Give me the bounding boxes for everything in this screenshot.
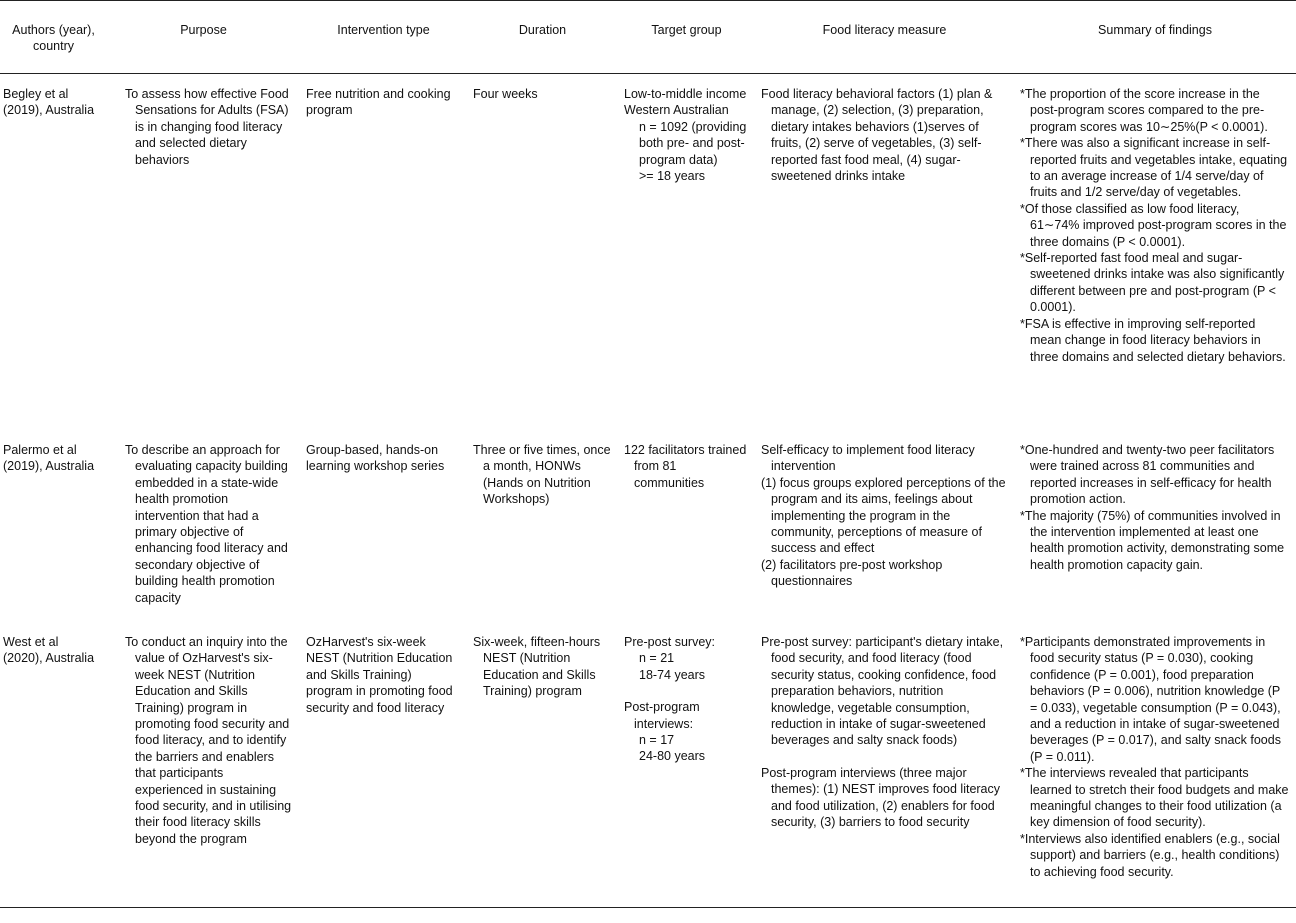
target-line: n = 1092 (providing both pre- and post-program data) [639, 119, 747, 167]
target-cell [618, 74, 755, 431]
header-target-group: Target group [618, 1, 755, 74]
target-line: n = 17 [639, 733, 675, 748]
measure-cell [755, 622, 1014, 908]
target-line: n = 21 [639, 651, 675, 666]
target-line: 18-74 years [639, 667, 706, 682]
finding-item: *Participants demonstrated improvements in food security status (P = 0.030), cooking confidence (P = 0.001), food preparation behaviors (P = 0.006), nutrition knowledge (P = 0.033), vegetable consumption (P = 0.043), and a reduction in intake of sugar-sweetened beverages (P = 0.017), and salty snack foods (P = 0.011). [1020, 635, 1281, 764]
measure-text: Self-efficacy to implement food literacy intervention [761, 443, 975, 474]
header-purpose: Purpose [107, 1, 300, 74]
finding-item: *FSA is effective in improving self-reported mean change in food literacy behaviors in three domains and selected dietary behaviors. [1020, 316, 1286, 364]
duration-cell [467, 430, 618, 622]
findings-cell [1014, 74, 1296, 431]
findings-cell [1014, 622, 1296, 908]
duration-text: Six-week, fifteen-hours NEST (Nutrition Education and Skills Training) program [473, 635, 601, 699]
target-line: Low-to-middle income Western Australian [624, 87, 747, 118]
purpose-cell [107, 74, 300, 431]
finding-item: *The majority (75%) of communities involved in the intervention implemented at least one health promotion activity, demonstrating some health promotion capacity gain. [1020, 508, 1285, 572]
target-cell [618, 430, 755, 622]
table-row [0, 74, 1296, 431]
intervention-cell: OzHarvest's six-week NEST (Nutrition Education and Skills Training) program in promoting food security and food literacy [300, 622, 467, 908]
header-authors: Authors (year), country [0, 1, 107, 74]
purpose-cell [107, 430, 300, 622]
intervention-cell: Free nutrition and cooking program [306, 87, 451, 118]
author-cell: Palermo et al (2019), Australia [3, 443, 95, 474]
author-cell: Begley et al (2019), Australia [3, 87, 95, 118]
finding-item: *Interviews also identified enablers (e.g., social support) and barriers (e.g., health conditions) to achieving food security. [1020, 831, 1280, 879]
finding-item: *One-hundred and twenty-two peer facilitators were trained across 81 communities and reported increases in self-efficacy for health promotion action. [1020, 443, 1275, 507]
measure-text: Pre-post survey: participant's dietary intake, food security, and food literacy (food security status, cooking confidence, food preparation behaviors, nutrition knowledge, vegetable consumption, reduction in intake of sugar-sweetened beverages and salty snack foods) [761, 635, 1004, 748]
measure-text: (2) facilitators pre-post workshop questionnaires [761, 557, 943, 589]
finding-item: *The interviews revealed that participants learned to stretch their food budgets and make meaningful changes to their food utilization (a key dimension of food security). [1020, 766, 1289, 830]
duration-cell: Four weeks [473, 87, 538, 101]
author-cell: West et al (2020), Australia [0, 622, 107, 908]
target-line: 122 facilitators trained from 81 communities [624, 443, 747, 490]
findings-cell [1014, 430, 1296, 622]
header-row [0, 1, 1296, 74]
intervention-cell: Group-based, hands-on learning workshop series [306, 443, 445, 474]
header-food-literacy-measure: Food literacy measure [755, 1, 1014, 74]
purpose-text: To assess how effective Food Sensations for Adults (FSA) is in changing food literacy and selected dietary behaviors [125, 87, 289, 167]
purpose-text: To describe an approach for evaluating capacity building embedded in a state-wide health promotion intervention that had a primary objective of enhancing food literacy and secondary objective of building health promotion capacity [125, 443, 288, 605]
finding-item: *There was also a significant increase in self-reported fruits and vegetables intake, equating to an average increase of 1/4 serve/day of fruits and 1/2 serve/day of vegetables. [1020, 136, 1288, 200]
purpose-text: To conduct an inquiry into the value of OzHarvest's six-week NEST (Nutrition Education and Skills Training) program in promoting food security and food literacy, and to identify the barriers and enablers that participants experienced in sustaining food security, and in utilising their food literacy skills beyond the program [125, 635, 292, 846]
purpose-cell [107, 622, 300, 908]
finding-item: *The proportion of the score increase in the post-program scores compared to the pre-program scores was 10∼25%(P < 0.0001). [1020, 87, 1268, 134]
target-line: Pre-post survey: [624, 635, 716, 649]
duration-text: Three or five times, once a month, HONWs (Hands on Nutrition Workshops) [473, 443, 611, 507]
measure-text: Food literacy behavioral factors (1) plan & manage, (2) selection, (3) preparation, dietary intakes behaviors (1)serves of fruits, (2) serve of vegetables, (3) self-reported fast food meal, (4) sugar-sweetened drinks intake [761, 87, 993, 184]
measure-text: Post-program interviews (three major themes): (1) NEST improves food literacy and food utilization, (2) enablers for food security, (3) barriers to food security [761, 765, 1001, 830]
finding-item: *Self-reported fast food meal and sugar-sweetened drinks intake was also significantly different between pre and post-program (P < 0.0001). [1020, 251, 1285, 315]
target-line: >= 18 years [639, 169, 706, 184]
table-row [0, 430, 1296, 622]
measure-text: (1) focus groups explored perceptions of the program and its aims, feelings about implementing the program in the community, perceptions of measure of success and effect [761, 475, 1006, 556]
table-row [0, 622, 1296, 908]
header-duration: Duration [467, 1, 618, 74]
header-intervention-type: Intervention type [300, 1, 467, 74]
target-cell [618, 622, 755, 908]
target-line: 24-80 years [639, 749, 706, 764]
duration-cell [467, 622, 618, 908]
target-line: Post-program interviews: [624, 700, 700, 731]
measure-cell [755, 430, 1014, 622]
measure-cell [755, 74, 1014, 431]
finding-item: *Of those classified as low food literacy, 61∼74% improved post-program scores in the three domains (P < 0.0001). [1020, 201, 1287, 249]
header-summary-of-findings: Summary of findings [1014, 1, 1296, 74]
